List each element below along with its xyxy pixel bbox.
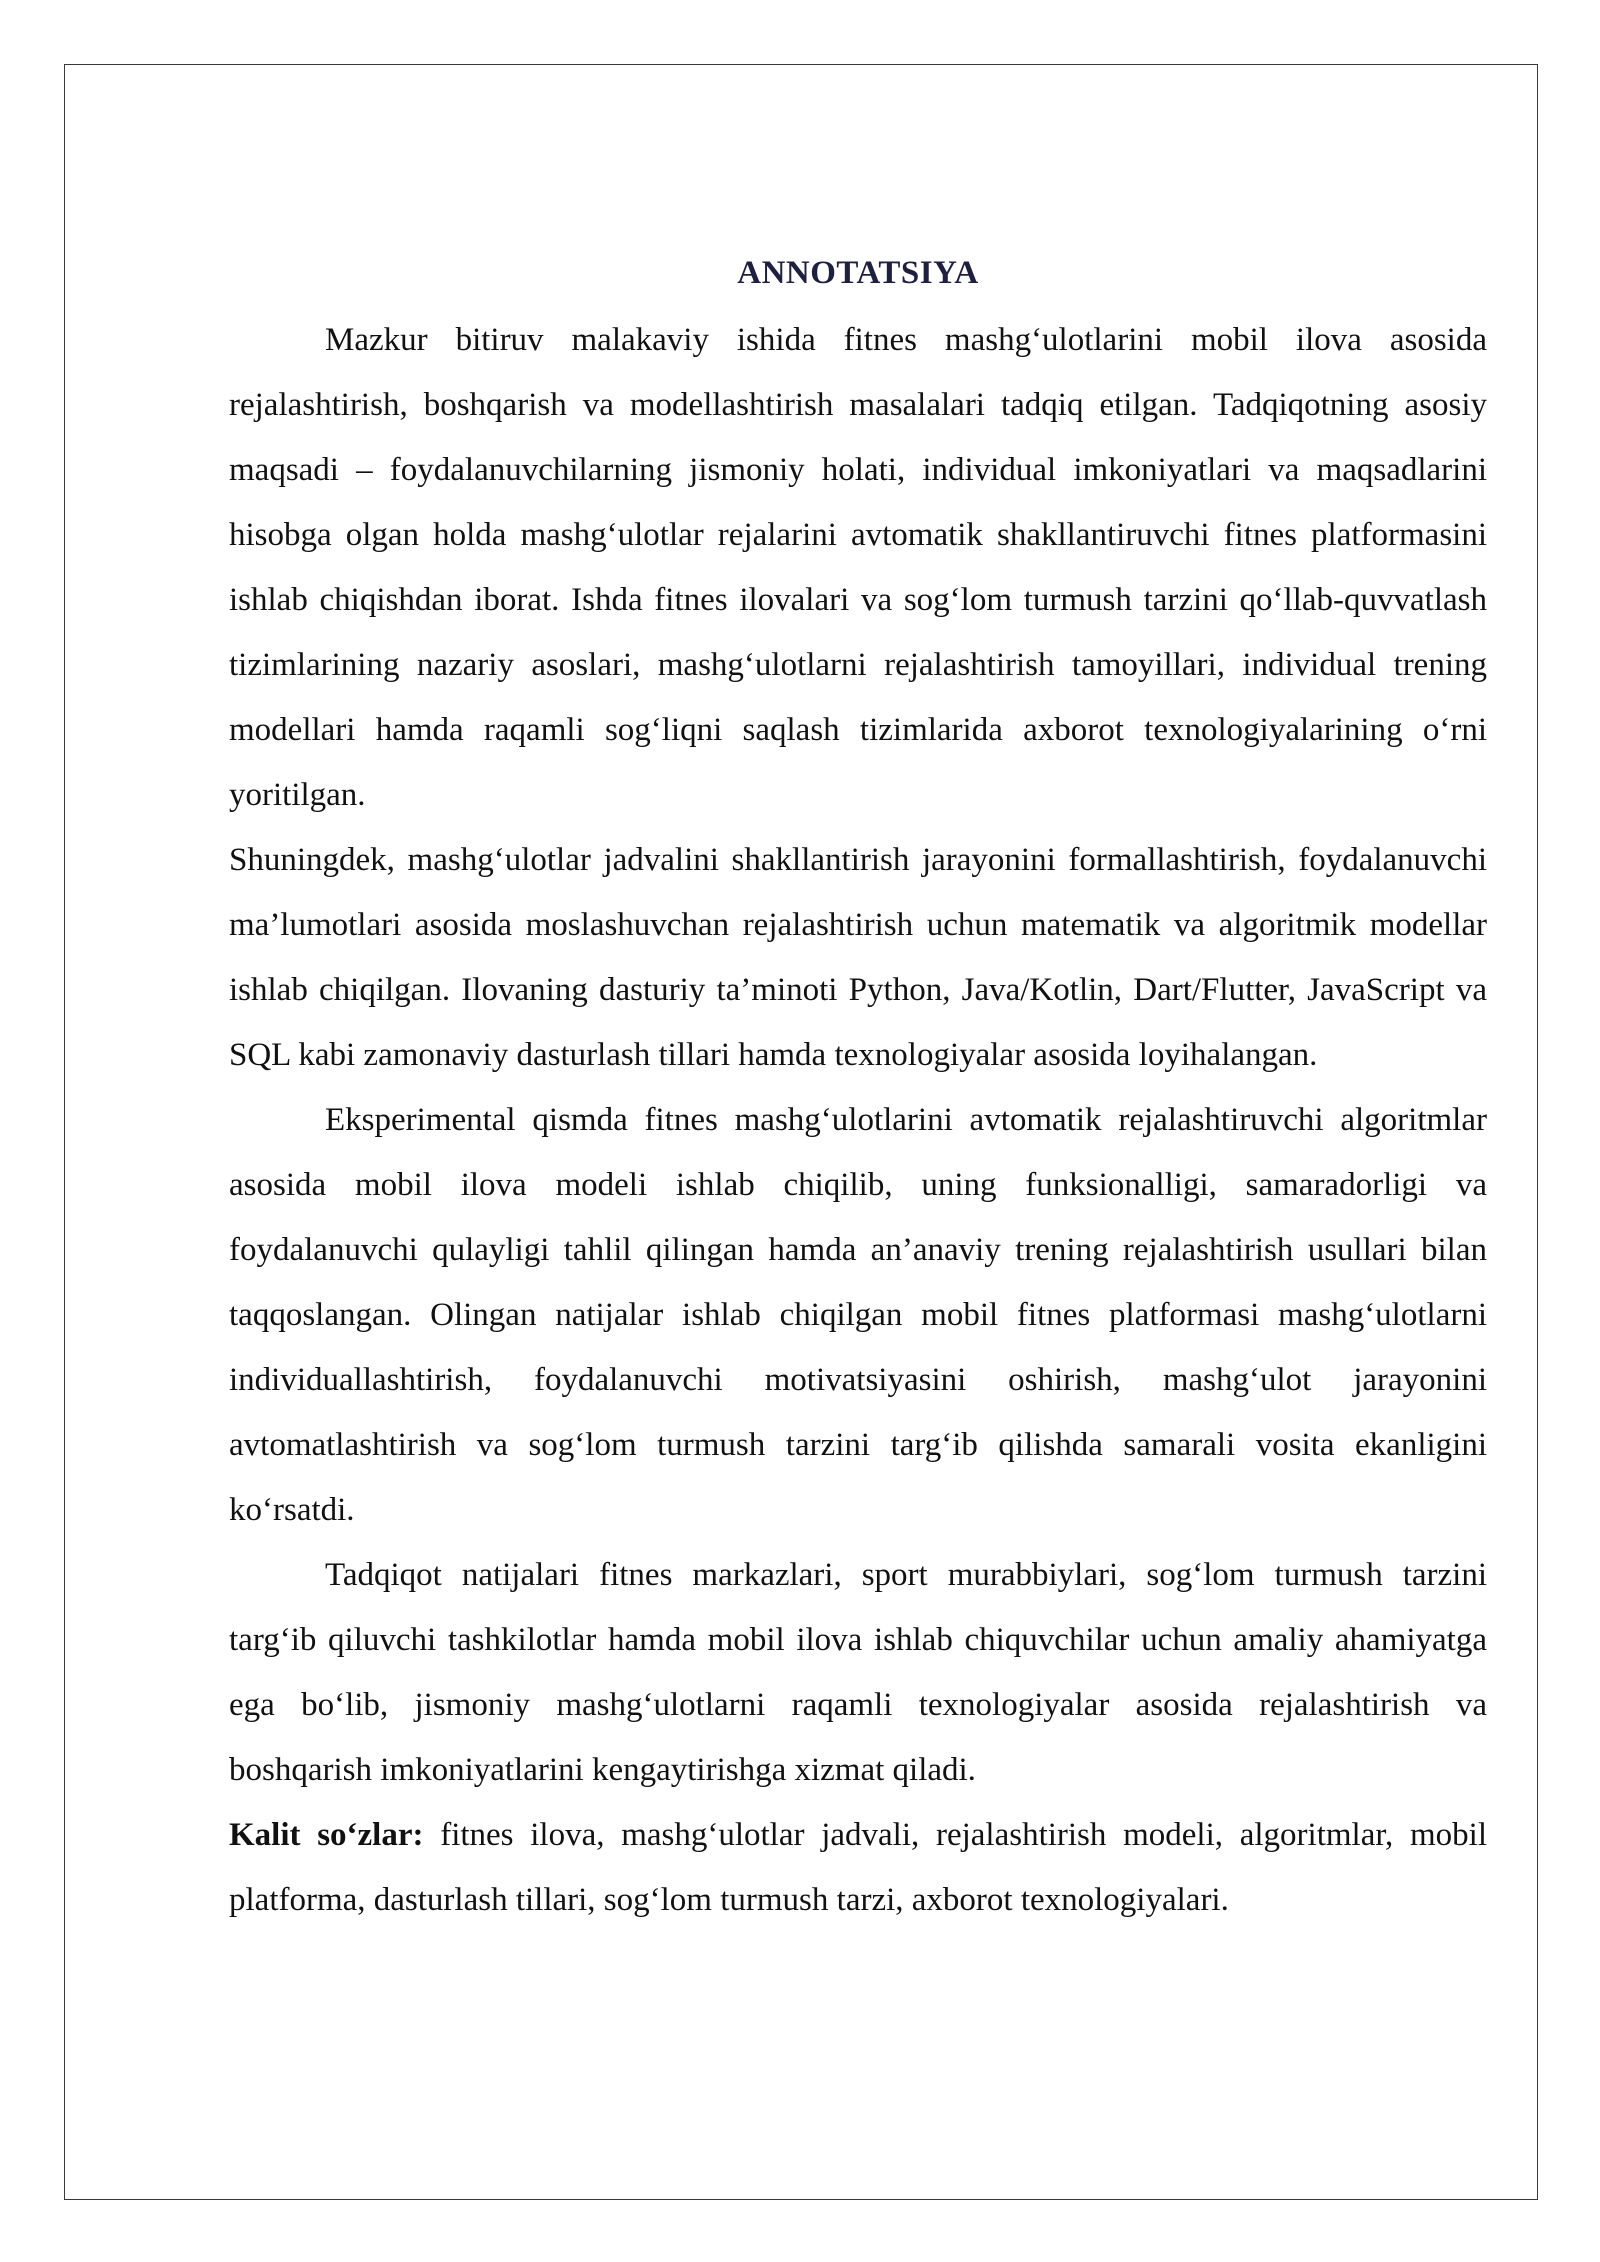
document-title: ANNOTATSIYA [737, 255, 979, 291]
document-body [229, 245, 1487, 1933]
paragraph-2: Shuningdek, mashg‘ulotlar jadvalini shakllantirish jarayonini formallashtirish, foydalanuvchi ma’lumotlari asosida moslashuvchan rejalashtirish uchun matematik va algoritmik modellar ishlab chiqilgan. Ilovaning dasturiy ta’minoti Python, Java/Kotlin, Dart/Flutter, JavaScript va SQL kabi zamonaviy dasturlash tillari hamda texnologiyalar asosida loyihalangan. [229, 842, 1487, 1073]
paragraph-1: Mazkur bitiruv malakaviy ishida fitnes mashg‘ulotlarini mobil ilova asosida rejalashtirish, boshqarish va modellashtirish masalalari tadqiq etilgan. Tadqiqotning asosiy maqsadi – foydalanuvchilarning jismoniy holati, individual imkoniyatlari va maqsadlarini hisobga olgan holda mashg‘ulotlar rejalarini avtomatik shakllantiruvchi fitnes platformasini ishlab chiqishdan iborat. Ishda fitnes ilovalari va sog‘lom turmush tarzini qo‘llab-quvvatlash tizimlarining nazariy asoslari, mashg‘ulotlarni rejalashtirish tamoyillari, individual trening modellari hamda raqamli sog‘liqni saqlash tizimlarida axborot texnologiyalarining o‘rni yoritilgan. [229, 322, 1487, 813]
keywords-paragraph [229, 1803, 1487, 1933]
keywords-label: Kalit so‘zlar: [229, 1817, 424, 1853]
keywords-text: fitnes ilova, mashg‘ulotlar jadvali, rejalashtirish modeli, algoritmlar, mobil platforma, dasturlash tillari, sog‘lom turmush tarzi, axborot texnologiyalari. [229, 1817, 1487, 1918]
paragraph-4: Tadqiqot natijalari fitnes markazlari, sport murabbiylari, sog‘lom turmush tarzini targ‘ib qiluvchi tashkilotlar hamda mobil ilova ishlab chiquvchilar uchun amaliy ahamiyatga ega bo‘lib, jismoniy mashg‘ulotlarni raqamli texnologiyalar asosida rejalashtirish va boshqarish imkoniyatlarini kengaytirishga xizmat qiladi. [229, 1557, 1487, 1788]
paragraph-3: Eksperimental qismda fitnes mashg‘ulotlarini avtomatik rejalashtiruvchi algoritmlar asosida mobil ilova modeli ishlab chiqilib, uning funksionalligi, samaradorligi va foydalanuvchi qulayligi tahlil qilingan hamda an’anaviy trening rejalashtirish usullari bilan taqqoslangan. Olingan natijalar ishlab chiqilgan mobil fitnes platformasi mashg‘ulotlarni individuallashtirish, foydalanuvchi motivatsiyasini oshirish, mashg‘ulot jarayonini avtomatlashtirish va sog‘lom turmush tarzini targ‘ib qilishda samarali vosita ekanligini ko‘rsatdi. [229, 1102, 1487, 1528]
